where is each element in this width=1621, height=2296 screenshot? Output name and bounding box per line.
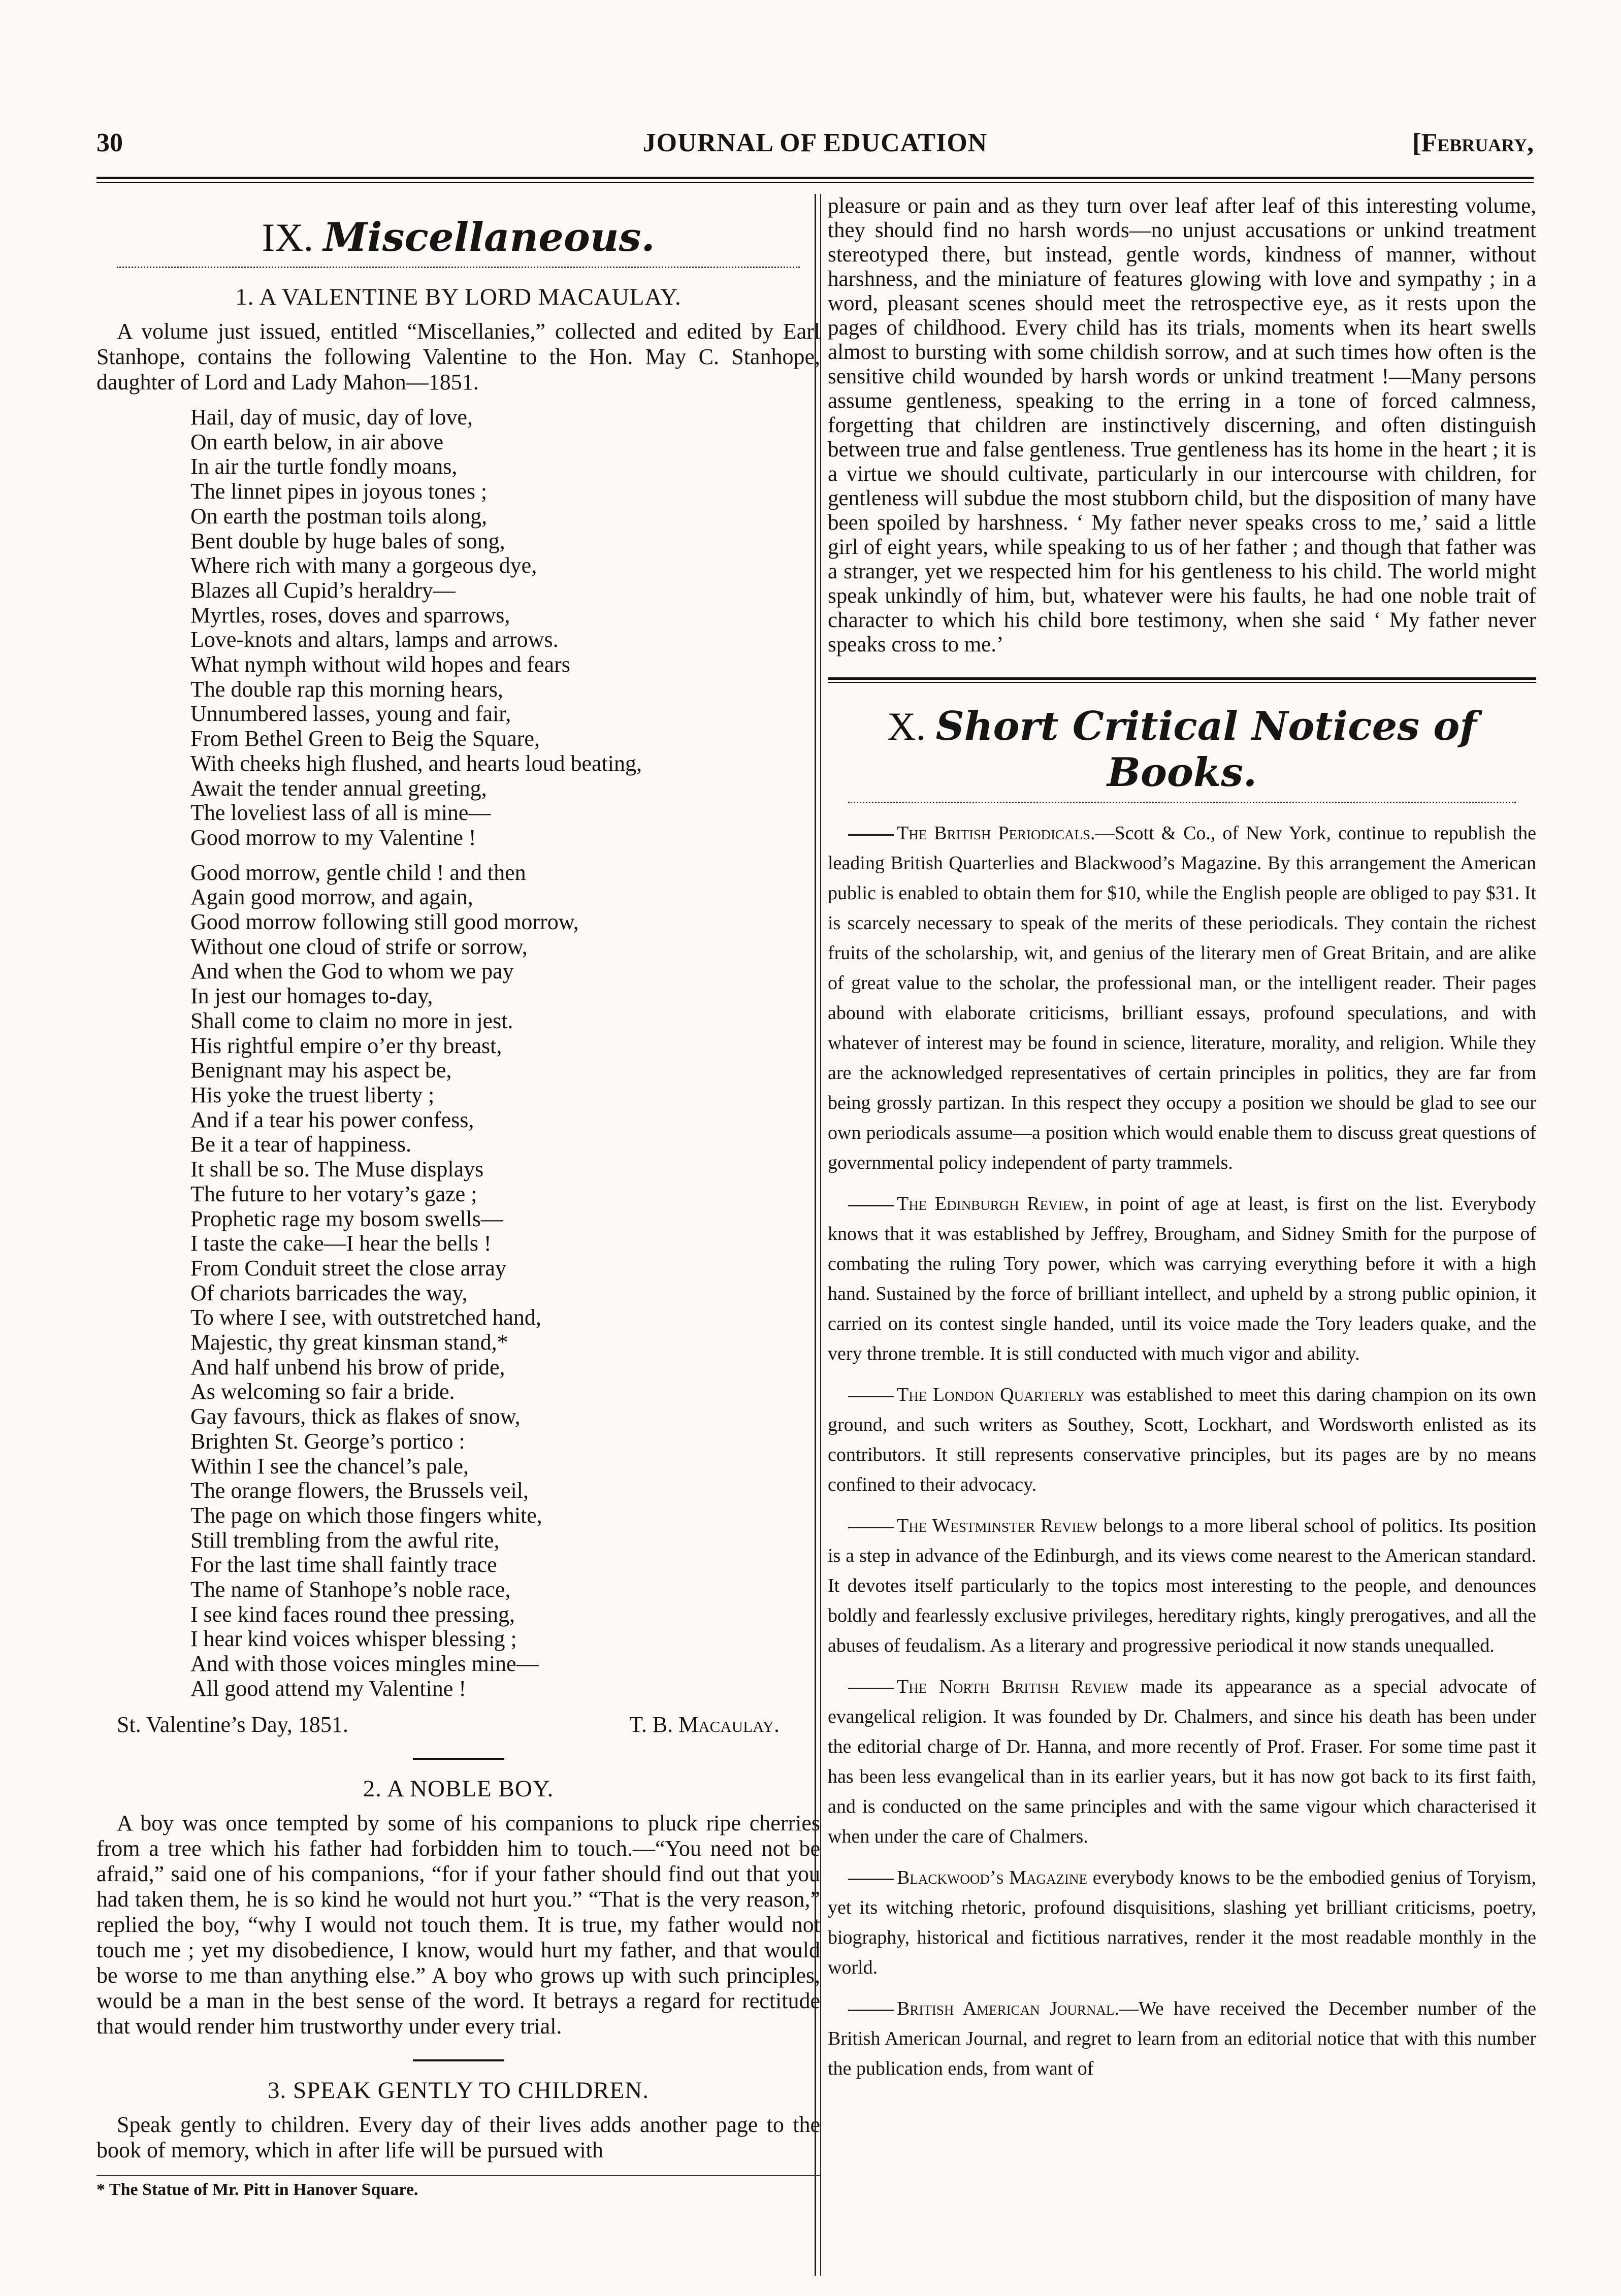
- poem-line: Within I see the chancel’s pale,: [190, 1453, 469, 1479]
- notice-title: The London Quarterly: [897, 1384, 1085, 1405]
- poem-line: Good morrow to my Valentine !: [190, 825, 476, 850]
- article-body: Speak gently to children. Every day of their lives adds another page to the book of memory, which in after life will be pursued with: [96, 2112, 820, 2162]
- poem-line: Of chariots barricades the way,: [190, 1280, 468, 1305]
- poem-line: In air the turtle fondly moans,: [190, 454, 458, 479]
- poem-line: As welcoming so fair a bride.: [190, 1379, 455, 1404]
- book-notice: [828, 1672, 1536, 1852]
- poem-stanza: [96, 861, 820, 1701]
- issue-month: [February,: [1412, 128, 1534, 157]
- poem-line: To where I see, with outstretched hand,: [190, 1305, 541, 1330]
- poem-line: It shall be so. The Muse displays: [190, 1157, 484, 1182]
- poem-line: Await the tender annual greeting,: [190, 775, 487, 801]
- article-continuation: pleasure or pain and as they turn over leaf after leaf of this interesting volume, they should find no harsh words—no unjust accusations or unkind treatment stereotyped there, but instead, gentle words, kindness of manner, without harshness, and the miniature of features glowing with love and sympathy ; in a word, pleasant scenes should meet the retrospective eye, as it rests upon the pages of childhood. Every child has its trials, moments when its heart swells almost to bursting with some childish sorrow, and at such times how often is the sensitive child wounded by harsh words or unkind treatment !—Many persons assume gentleness, speaking to the erring in a tone of forced calmness, forgetting that children are instinctively discerning, and often distinguish between true and false gentleness. True gentleness has its home in the heart ; it is a virtue we should cultivate, particularly in our intercourse with children, for gentleness will subdue the most stubborn child, but the disposition of many have been spoiled by harshness. ‘ My father never speaks cross to me,’ said a little girl of eight years, while speaking to us of her father ; and though that father was a stranger, yet we respected him for his gentleness to his child. The world might speak unkindly of him, but, whatever were his faults, he had one noble trait of character to which his child bore testimony, when she said ‘ My father never speaks cross to me.’: [828, 194, 1536, 657]
- poem-author: T. B. Macaulay.: [629, 1712, 780, 1737]
- poem-signature: [96, 1712, 820, 1737]
- ornamental-rule: [848, 801, 1516, 803]
- poem-line: I hear kind voices whisper blessing ;: [190, 1626, 517, 1652]
- poem-line: I taste the cake—I hear the bells !: [190, 1231, 492, 1256]
- notice-title: The Westminster Review: [897, 1515, 1098, 1536]
- poem-line: For the last time shall faintly trace: [190, 1552, 497, 1578]
- poem-line: From Bethel Green to Beig the Square,: [190, 726, 540, 751]
- notice-title: Blackwood’s Magazine: [897, 1867, 1088, 1888]
- poem-line: I see kind faces round thee pressing,: [190, 1601, 515, 1627]
- section-heading-x: [828, 703, 1536, 796]
- page-number: 30: [96, 128, 123, 157]
- book-notices: [828, 818, 1536, 2084]
- book-notice: [828, 1380, 1536, 1500]
- ornamental-rule: [117, 266, 800, 268]
- poem-stanza: [96, 405, 820, 850]
- poem-line: Good morrow following still good morrow,: [190, 909, 579, 935]
- poem-line: All good attend my Valentine !: [190, 1676, 466, 1701]
- book-notice: [828, 818, 1536, 1178]
- article-body: A boy was once tempted by some of his companions to pluck ripe cherries from a tree which his father had forbidden him to touch.—“You need not be afraid,” said one of his companions, “for if your father should find out that you had taken them, he is so kind he would not hurt you.” “That is the very reason,” replied the boy, “why I would not touch them. It is true, my father would not touch me ; yet my disobedience, I know, would hurt my father, and that would be worse to me than anything else.” A boy who grows up with such principles, would be a man in the best sense of the word. It betrays a regard for rectitude that would render him trustworthy under every trial.: [96, 1810, 820, 2039]
- notice-body: everybody knows to be the embodied genius of Toryism, yet its witching rhetoric, profound disquisitions, slashing yet brilliant criticisms, poetry, biography, historical and fictitious narratives, render it the most readable monthly in the world.: [828, 1867, 1536, 1978]
- section-numeral: IX.: [262, 215, 314, 259]
- notice-body: made its appearance as a special advocate of evangelical religion. It was founded by Dr. Chalmers, and since his death has been under the editorial charge of Dr. Hanna, and more recently of Prof. Fraser. For some time past it has been less evangelical than in its earlier years, but it has now got back to its first faith, and is conducted on the same principles and with the same vigour which characterised it when under the care of Chalmers.: [828, 1676, 1537, 1847]
- notice-dash: [848, 1396, 894, 1397]
- poem-line: Hail, day of music, day of love,: [190, 405, 473, 430]
- poem-line: Gay favours, thick as flakes of snow,: [190, 1404, 521, 1429]
- left-column: [96, 194, 820, 2200]
- notice-dash: [848, 2010, 894, 2011]
- notice-title: The British Periodicals.: [897, 823, 1095, 844]
- section-title: Miscellaneous.: [323, 214, 655, 260]
- footnote-rule: [96, 2175, 820, 2176]
- notice-body: was established to meet this daring champion on its own ground, and such writers as Southey, Scott, Lockhart, and Wordsworth enlisted as its contributors. It still represents conservative principles, but its pages are by no means confined to their advocacy.: [828, 1384, 1536, 1495]
- article-intro: A volume just issued, entitled “Miscellanies,” collected and edited by Earl Stanhope, contains the following Valentine to the Hon. May C. Stanhope, daughter of Lord and Lady Mahon—1851.: [96, 319, 820, 395]
- poem-line: On earth the postman toils along,: [190, 503, 488, 529]
- poem-line: The name of Stanhope’s noble race,: [190, 1577, 511, 1602]
- notice-body: —We have received the December number of the British American Journal, and regret to learn from an editorial notice that with this number the publication ends, from want of: [828, 1998, 1536, 2079]
- footnote: * The Statue of Mr. Pitt in Hanover Square.: [96, 2180, 418, 2199]
- book-notice: [828, 1189, 1536, 1369]
- poem-line: Majestic, thy great kinsman stand,*: [190, 1330, 508, 1355]
- article-title: 1. A VALENTINE BY LORD MACAULAY.: [235, 284, 682, 310]
- poem-line: Good morrow, gentle child ! and then: [190, 860, 526, 885]
- poem-line: And with those voices mingles mine—: [190, 1651, 539, 1677]
- notice-title: The North British Review: [897, 1676, 1128, 1697]
- header-rule: [96, 177, 1534, 183]
- notice-dash: [848, 834, 894, 836]
- poem-line: The double rap this morning hears,: [190, 676, 503, 702]
- poem-line: Where rich with many a gorgeous dye,: [190, 553, 537, 578]
- notice-dash: [848, 1205, 894, 1206]
- article-title: 3. SPEAK GENTLY TO CHILDREN.: [268, 2077, 649, 2104]
- book-notice: [828, 1511, 1536, 1661]
- poem-line: Prophetic rage my bosom swells—: [190, 1206, 503, 1231]
- divider: [413, 1758, 504, 1760]
- poem-line: The page on which those fingers white,: [190, 1502, 542, 1528]
- notice-body: belongs to a more liberal school of politics. Its position is a step in advance of the Edinburgh, and its views come nearest to the American standard. It devotes itself particularly to the topics most interesting to the people, and denounces boldly and fearlessly exclusive privileges, hereditary rights, kingly prerogatives, and all the abuses of feudalism. As a literary and progressive periodical it now stands unequalled.: [828, 1515, 1536, 1656]
- notice-body: in point of age at least, is first on the list. Everybody knows that it was established by Jeffrey, Brougham, and Sidney Smith for the purpose of combating the ruling Tory power, which was carrying everything before it with a high hand. Sustained by the force of brilliant intellect, and upheld by a strong public opinion, it carried on its contest single handed, until its voice made the Tory leaders quake, and the very throne tremble. It is still conducted with much vigor and ability.: [828, 1193, 1536, 1364]
- poem-line: The orange flowers, the Brussels veil,: [190, 1478, 529, 1503]
- poem-line: The linnet pipes in joyous tones ;: [190, 479, 488, 504]
- poem-line: The future to her votary’s gaze ;: [190, 1181, 477, 1206]
- poem-line: With cheeks high flushed, and hearts loud beating,: [190, 750, 642, 776]
- poem-line: On earth below, in air above: [190, 429, 444, 454]
- section-rule: [828, 677, 1536, 683]
- poem-line: Again good morrow, and again,: [190, 884, 473, 910]
- notice-title: British American Journal.: [897, 1998, 1119, 2019]
- book-notice: [828, 1863, 1536, 1983]
- poem-line: Brighten St. George’s portico :: [190, 1428, 465, 1454]
- notice-dash: [848, 1879, 894, 1880]
- poem-line: Blazes all Cupid’s heraldry—: [190, 577, 456, 603]
- poem-line: And when the God to whom we pay: [190, 959, 514, 984]
- divider: [413, 2059, 504, 2061]
- poem-line: Unnumbered lasses, young and fair,: [190, 701, 511, 727]
- section-numeral: X.: [887, 704, 926, 748]
- poem-line: Love-knots and altars, lamps and arrows.: [190, 627, 559, 652]
- poem-line: Be it a tear of happiness.: [190, 1132, 411, 1157]
- article-title: 2. A NOBLE BOY.: [363, 1775, 554, 1802]
- poem-line: Without one cloud of strife or sorrow,: [190, 934, 528, 959]
- poem-line: Shall come to claim no more in jest.: [190, 1008, 513, 1033]
- poem-date: St. Valentine’s Day, 1851.: [117, 1712, 348, 1737]
- poem-line: Benignant may his aspect be,: [190, 1058, 452, 1083]
- poem-line: What nymph without wild hopes and fears: [190, 652, 570, 677]
- notice-body: —Scott & Co., of New York, continue to republish the leading British Quarterlies and Blackwood’s Magazine. By this arrangement the American public is enabled to obtain them for $10, while the English people are obliged to pay $31. It is scarcely necessary to speak of the merits of these periodicals. They contain the richest fruits of the scholarship, wit, and genius of the literary men of Great Britain, and are alike of great value to the scholar, the professional man, or the intelligent reader. Their pages abound with elaborate criticisms, brilliant essays, profound speculations, and with whatever of interest may be found in science, literature, morality, and religion. While they are the acknowledged representatives of certain principles in politics, they are far from being grossly partizan. In this respect they occupy a position we should be glad to see our own periodicals assume—a position which would enable them to discuss great questions of governmental policy independent of party trammels.: [828, 823, 1536, 1173]
- journal-title: JOURNAL OF EDUCATION: [642, 128, 988, 157]
- poem-line: The loveliest lass of all is mine—: [190, 800, 491, 826]
- notice-title: The Edinburgh Review,: [897, 1193, 1089, 1215]
- poem-line: His yoke the truest liberty ;: [190, 1082, 435, 1107]
- poem-line: Still trembling from the awful rite,: [190, 1527, 500, 1553]
- running-header: [96, 128, 1534, 163]
- poem-line: Bent double by huge bales of song,: [190, 528, 505, 553]
- notice-dash: [848, 1688, 894, 1689]
- poem-line: From Conduit street the close array: [190, 1255, 506, 1281]
- book-notice: [828, 1994, 1536, 2084]
- poem-line: And half unbend his brow of pride,: [190, 1354, 505, 1380]
- section-title: Short Critical Notices of Books.: [935, 703, 1477, 796]
- poem-line: In jest our homages to-day,: [190, 983, 433, 1009]
- poem-line: And if a tear his power confess,: [190, 1107, 474, 1132]
- section-heading-ix: [96, 214, 820, 260]
- right-column: [828, 194, 1536, 2095]
- poem-line: His rightful empire o’er thy breast,: [190, 1033, 502, 1058]
- poem-line: Myrtles, roses, doves and sparrows,: [190, 602, 510, 628]
- notice-dash: [848, 1527, 894, 1528]
